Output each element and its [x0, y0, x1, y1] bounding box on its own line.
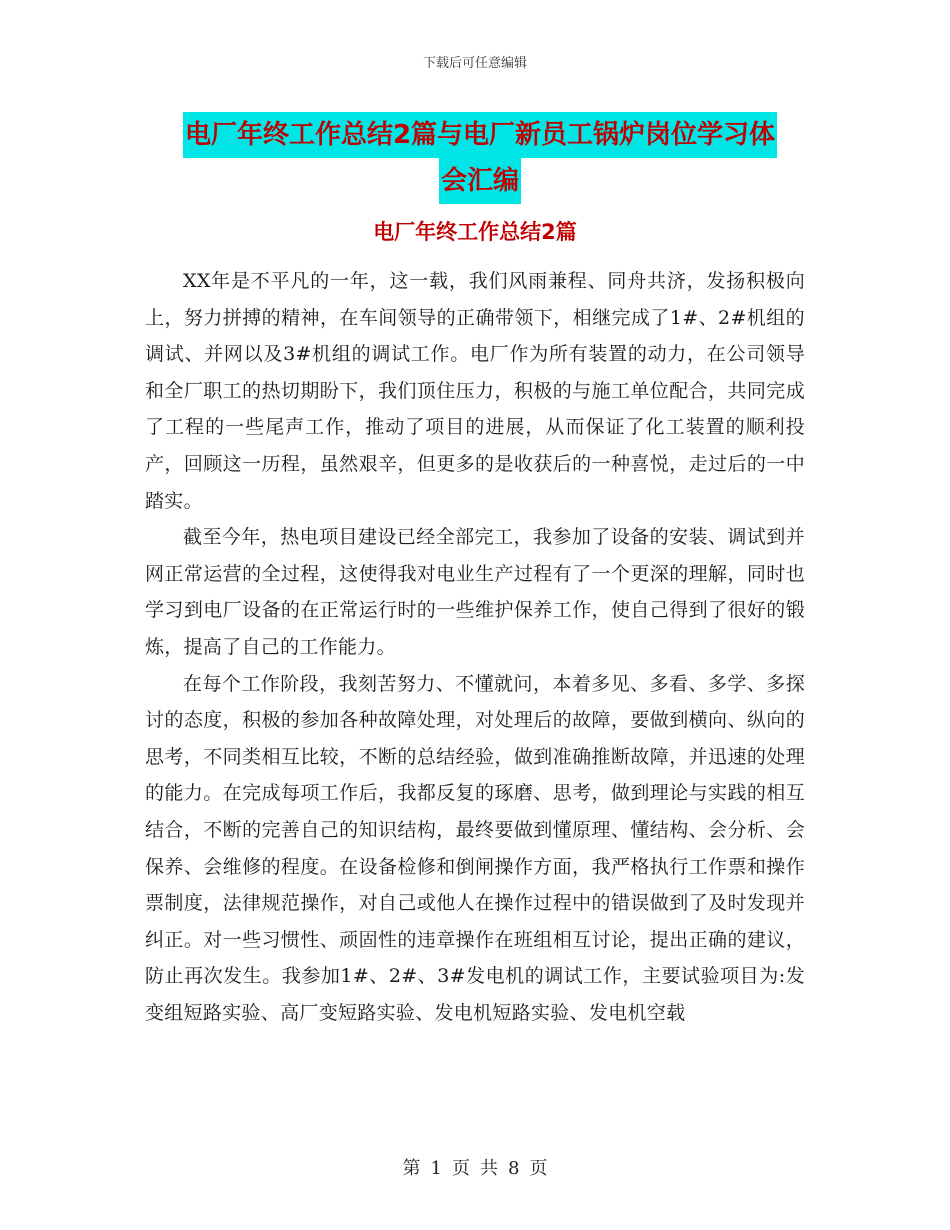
total-label: 共 [480, 1158, 498, 1179]
paragraph-3: 在每个工作阶段，我刻苦努力、不懂就问，本着多见、多看、多学、多探讨的态度，积极的参加各种故障处理，对处理后的故障，要做到横向、纵向的思考，不同类相互比较，不断的总结经验，做到准确推断故障，并迅速的处理的能力。在完成每项工作后，我都反复的琢磨、思考，做到理论与实践的相互结合，不断的完善自己的知识结构，最终要做到懂原理、懂结构、会分析、会保养、会维修的程度。在设备检修和倒闸操作方面，我严格执行工作票和操作票制度，法律规范操作，对自己或他人在操作过程中的错误做到了及时发现并纠正。对一些习惯性、顽固性的违章操作在班组相互讨论，提出正确的建议，防止再次发生。我参加1#、2#、3#发电机的调试工作，主要试验项目为:发变组短路实验、高厂变短路实验、发电机短路实验、发电机空载 [145, 672, 805, 1024]
section-heading: 电厂年终工作总结2篇 [373, 220, 577, 244]
body-text [145, 263, 805, 1031]
page-unit: 页 [452, 1158, 470, 1179]
title-line-2: 会汇编 [439, 158, 521, 204]
document-title [150, 112, 810, 204]
paragraph-2: 截至今年，热电项目建设已经全部完工，我参加了设备的安装、调试到并网正常运营的全过程，这使得我对电业生产过程有了一个更深的理解，同时也学习到电厂设备的在正常运行时的一些维护保养工作，使自己得到了很好的锻炼，提高了自己的工作能力。 [145, 526, 805, 658]
header-note: 下载后可任意编辑 [422, 56, 527, 71]
page-label: 第 [402, 1158, 421, 1179]
total-unit: 页 [529, 1158, 548, 1179]
title-line-1: 电厂年终工作总结2篇与电厂新员工锅炉岗位学习体 [183, 112, 777, 158]
page-footer [0, 1154, 950, 1180]
page-number: 1 [430, 1158, 442, 1179]
total-pages: 8 [508, 1158, 520, 1179]
paragraph-1: XX年是不平凡的一年，这一载，我们风雨兼程、同舟共济，发扬积极向上，努力拼搏的精神，在车间领导的正确带领下，相继完成了1#、2#机组的调试、并网以及3#机组的调试工作。电厂作为所有装置的动力，在公司领导和全厂职工的热切期盼下，我们顶住压力，积极的与施工单位配合，共同完成了工程的一些尾声工作，推动了项目的进展，从而保证了化工装置的顺利投产，回顾这一历程，虽然艰辛，但更多的是收获后的一种喜悦，走过后的一中踏实。 [145, 270, 805, 512]
